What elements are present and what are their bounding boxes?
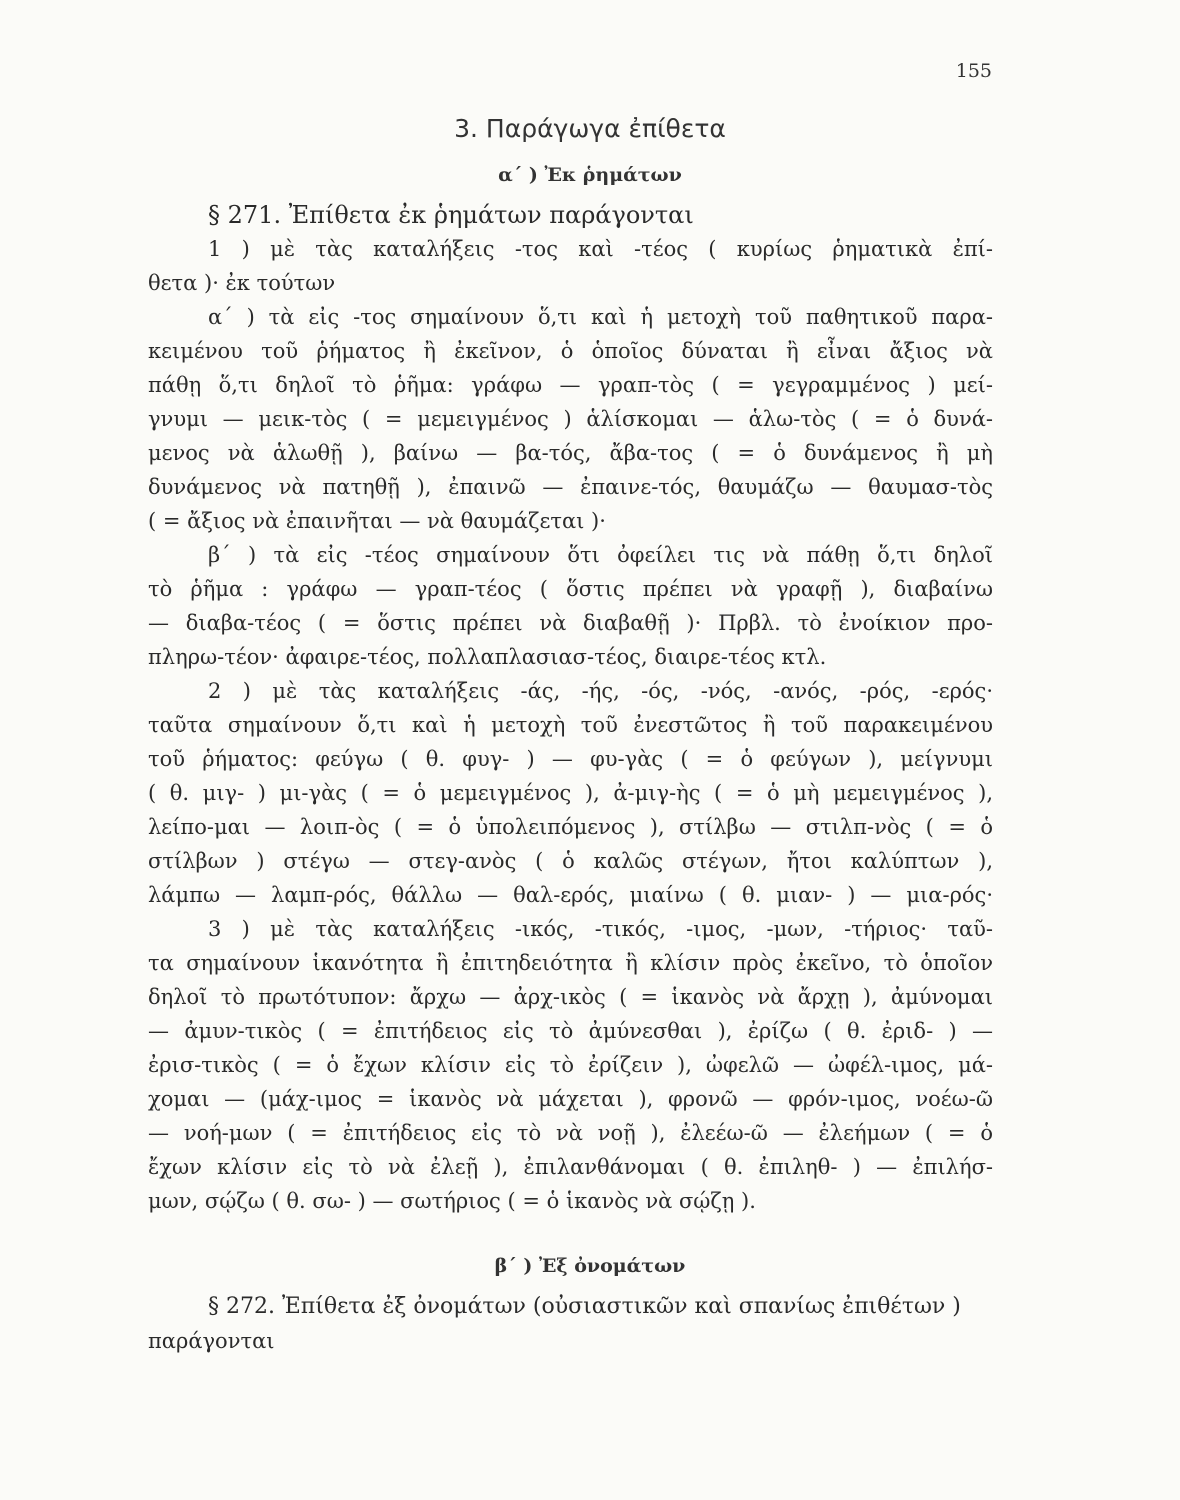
text-line: 2 ) μὲ τὰς καταλήξεις -άς, -ής, -ός, -νός, -ανός, -ρός, -ερός·: [208, 679, 993, 703]
text-line: ταῦτα σημαίνουν ὅ,τι καὶ ἡ μετοχὴ τοῦ ἐνεστῶτος ἢ τοῦ παρακειμένου: [148, 713, 993, 737]
text-line: — νοή-μων ( = ἐπιτήδειος εἰς τὸ νὰ νοῇ ), ἐλεέω-ῶ — ἐλεήμων ( = ὁ: [148, 1121, 993, 1145]
subheading-from-verbs: α΄ ) Ἐκ ῥημάτων: [498, 164, 682, 186]
text-line: β΄ ) τὰ εἰς -τέος σημαίνουν ὅτι ὀφείλει τις νὰ πάθῃ ὅ,τι δηλοῖ: [208, 543, 993, 567]
text-line: πληρω-τέον· ἀφαιρε-τέος, πολλαπλασιασ-τέος, διαιρε-τέος κτλ.: [148, 645, 827, 669]
text-line: θετα )· ἐκ τούτων: [148, 271, 336, 295]
text-line: στίλβων ) στέγω — στεγ-ανὸς ( ὁ καλῶς στέγων, ἤτοι καλύπτων ),: [148, 849, 993, 873]
text-line: § 272. Ἐπίθετα ἐξ ὀνομάτων (οὐσιαστικῶν καὶ σπανίως ἐπιθέτων ): [208, 1294, 961, 1319]
text-line: τοῦ ῥήματος: φεύγω ( θ. φυγ- ) — φυ-γὰς ( = ὁ φεύγων ), μείγνυμι: [148, 747, 993, 771]
page-number: 155: [955, 60, 992, 82]
text-line: ἔχων κλίσιν εἰς τὸ νὰ ἐλεῇ ), ἐπιλανθάνομαι ( θ. ἐπιληθ- ) — ἐπιλήσ-: [148, 1155, 993, 1179]
text-line: μενος νὰ ἁλωθῇ ), βαίνω — βα-τός, ἄβα-τος ( = ὁ δυνάμενος ἢ μὴ: [148, 441, 993, 465]
subheading-from-nouns: β΄ ) Ἐξ ὀνομάτων: [494, 1255, 686, 1277]
text-line: ἐρισ-τικὸς ( = ὁ ἔχων κλίσιν εἰς τὸ ἐρίζειν ), ὠφελῶ — ὠφέλ-ιμος, μά-: [148, 1053, 993, 1077]
text-line: παράγονται: [148, 1329, 275, 1353]
text-line: 3 ) μὲ τὰς καταλήξεις -ικός, -τικός, -ιμος, -μων, -τήριος· ταῦ-: [208, 917, 993, 941]
text-line: τὸ ῥῆμα : γράφω — γραπ-τέος ( ὅστις πρέπει νὰ γραφῇ ), διαβαίνω: [148, 577, 993, 601]
text-line: μων, σῴζω ( θ. σω- ) — σωτήριος ( = ὁ ἱκανὸς νὰ σῴζῃ ).: [148, 1189, 756, 1213]
text-line: τα σημαίνουν ἱκανότητα ἢ ἐπιτηδειότητα ἢ κλίσιν πρὸς ἐκεῖνο, τὸ ὁποῖον: [148, 951, 993, 975]
text-line: α΄ ) τὰ εἰς -τος σημαίνουν ὅ,τι καὶ ἡ μετοχὴ τοῦ παθητικοῦ παρα-: [208, 305, 993, 329]
text-line: ( = ἄξιος νὰ ἐπαινῆται — νὰ θαυμάζεται )·: [148, 509, 606, 533]
paragraph-271: [148, 198, 993, 1218]
text-line: — διαβα-τέος ( = ὅστις πρέπει νὰ διαβαθῇ )· Πρβλ. τὸ ἐνοίκιον προ-: [148, 611, 993, 635]
text-line: λάμπω — λαμπ-ρός, θάλλω — θαλ-ερός, μιαίνω ( θ. μιαν- ) — μια-ρός·: [148, 883, 993, 907]
text-line: § 271. Ἐπίθετα ἐκ ῥημάτων παράγονται: [208, 201, 694, 229]
text-line: λείπο-μαι — λοιπ-ὸς ( = ὁ ὑπολειπόμενος ), στίλβω — στιλπ-νὸς ( = ὁ: [148, 815, 993, 839]
text-line: χομαι — (μάχ-ιμος = ἱκανὸς νὰ μάχεται ), φρονῶ — φρόν-ιμος, νοέω-ῶ: [148, 1087, 993, 1111]
text-line: πάθῃ ὅ,τι δηλοῖ τὸ ῥῆμα: γράφω — γραπ-τὸς ( = γεγραμμένος ) μεί-: [148, 373, 993, 397]
text-line: ( θ. μιγ- ) μι-γὰς ( = ὁ μεμειγμένος ), ἀ-μιγ-ὴς ( = ὁ μὴ μεμειγμένος ),: [148, 781, 993, 805]
text-line: 1 ) μὲ τὰς καταλήξεις -τος καὶ -τέος ( κυρίως ῥηματικὰ ἐπί-: [208, 237, 993, 261]
text-line: — ἀμυν-τικὸς ( = ἐπιτήδειος εἰς τὸ ἀμύνεσθαι ), ἐρίζω ( θ. ἐριδ- ) —: [148, 1019, 993, 1043]
text-line: κειμένου τοῦ ῥήματος ἢ ἐκεῖνον, ὁ ὁποῖος δύναται ἢ εἶναι ἄξιος νὰ: [148, 339, 993, 363]
paragraph-272: [148, 1290, 993, 1358]
text-line: δυνάμενος νὰ πατηθῇ ), ἐπαινῶ — ἐπαινε-τός, θαυμάζω — θαυμασ-τὸς: [148, 475, 993, 499]
section-heading: 3. Παράγωγα ἐπίθετα: [454, 114, 726, 143]
text-line: δηλοῖ τὸ πρωτότυπον: ἄρχω — ἀρχ-ικὸς ( = ἱκανὸς νὰ ἄρχῃ ), ἀμύνομαι: [148, 985, 993, 1009]
text-line: γνυμι — μεικ-τὸς ( = μεμειγμένος ) ἁλίσκομαι — ἁλω-τὸς ( = ὁ δυνά-: [148, 407, 993, 431]
